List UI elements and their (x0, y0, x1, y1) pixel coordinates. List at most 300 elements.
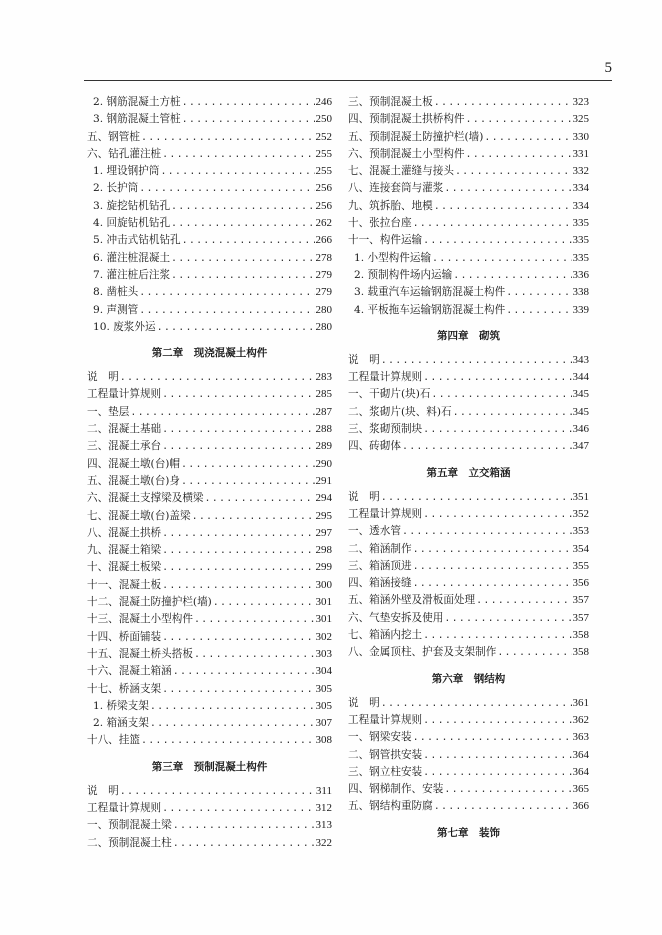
dot-leader (192, 508, 315, 525)
dot-leader (205, 490, 315, 507)
toc-entry[interactable] (87, 490, 332, 507)
toc-entry-title: 五、钢结构重防腐 (348, 800, 433, 813)
toc-entry-page: 308 (315, 734, 332, 747)
toc-entry-page: 266 (315, 234, 332, 247)
toc-entry-title: 三、箱涵顶进 (348, 559, 412, 572)
toc-entry[interactable] (87, 473, 332, 490)
toc-entry-page: 345 (572, 388, 589, 401)
toc-entry[interactable] (87, 94, 332, 111)
toc-entry-page: 279 (315, 268, 332, 281)
page-number: 5 (604, 60, 612, 76)
dot-leader (150, 698, 315, 715)
dot-leader (157, 319, 315, 336)
toc-entry[interactable] (87, 542, 332, 559)
toc-entry[interactable] (348, 94, 589, 111)
toc-entry-title: 一、垫层 (87, 405, 130, 418)
dot-leader (171, 267, 314, 284)
toc-entry-page: 346 (572, 423, 589, 436)
toc-entry-page: 323 (572, 96, 589, 108)
toc-entry[interactable] (87, 611, 332, 628)
dot-leader (139, 302, 314, 319)
toc-entry[interactable] (87, 198, 332, 215)
toc-entry[interactable] (87, 267, 332, 284)
toc-entry-title: 六、混凝土支撑梁及横梁 (87, 492, 204, 505)
toc-entry[interactable] (87, 215, 332, 232)
toc-entry[interactable] (87, 232, 332, 249)
toc-entry[interactable] (87, 250, 332, 267)
dot-leader (162, 525, 314, 542)
toc-entry-page: 362 (572, 713, 589, 726)
toc-entry-page: 307 (315, 717, 332, 730)
toc-entry[interactable] (87, 698, 332, 715)
toc-entry[interactable] (348, 267, 589, 284)
dot-leader (423, 506, 571, 523)
dot-leader (444, 610, 571, 627)
toc-entry-title: 十二、混凝土防撞护栏(墙) (87, 596, 212, 609)
toc-entry-page: 357 (572, 594, 589, 607)
toc-entry-page: 312 (315, 801, 332, 814)
toc-entry-title: 五、混凝土墩(台)身 (87, 474, 181, 487)
dot-leader (162, 421, 314, 438)
toc-entry-page: 354 (572, 542, 589, 555)
dot-leader (162, 559, 314, 576)
toc-entry-page: 300 (315, 578, 332, 591)
dot-leader (476, 592, 571, 609)
dot-leader (173, 817, 315, 834)
toc-entry[interactable] (87, 577, 332, 594)
dot-leader (444, 781, 571, 798)
toc-entry-page: 298 (315, 544, 332, 557)
dot-leader (173, 663, 315, 680)
toc-entry-title: 二、预制混凝土柱 (87, 836, 172, 849)
dot-leader (120, 369, 315, 386)
dot-leader (434, 94, 572, 111)
toc-entry-page: 291 (315, 474, 332, 487)
dot-leader (413, 215, 572, 232)
toc-entry[interactable] (87, 783, 332, 800)
toc-entry[interactable] (348, 386, 589, 403)
toc-entry-title: 五、预制混凝土防撞护栏(墙) (348, 130, 484, 143)
dot-leader (173, 835, 315, 852)
toc-entry-page: 283 (315, 371, 332, 384)
toc-entry-page: 255 (315, 147, 332, 160)
toc-entry-title: 10. 废浆外运 (93, 320, 156, 333)
toc-entry-page: 246 (315, 96, 332, 108)
toc-entry-title: 二、浆砌片(块、料)石 (348, 405, 452, 418)
toc-entry-title: 十四、桥面铺装 (87, 630, 162, 643)
toc-entry-title: 3. 载重汽车运输钢筋混凝土构件 (354, 286, 506, 299)
toc-entry-title: 四、钢梯制作、安装 (348, 783, 444, 796)
toc-entry-page: 358 (572, 629, 589, 642)
toc-entry-page: 345 (572, 405, 589, 418)
toc-entry[interactable] (348, 695, 589, 712)
toc-entry-page: 365 (572, 783, 589, 796)
dot-leader (381, 489, 572, 506)
toc-left-column (87, 94, 332, 852)
toc-entry[interactable] (87, 146, 332, 163)
toc-entry[interactable] (348, 180, 589, 197)
toc-entry[interactable] (87, 732, 332, 749)
toc-entry-title: 五、箱涵外壁及滑板面处理 (348, 594, 476, 607)
toc-entry-title: 八、连接套筒与灌浆 (348, 182, 444, 195)
toc-entry[interactable] (87, 456, 332, 473)
chapter-heading: 第六章 钢结构 (431, 672, 506, 685)
toc-entry[interactable] (348, 129, 589, 146)
toc-entry-page: 352 (572, 507, 589, 520)
toc-entry-title: 说 明 (348, 696, 380, 709)
toc-entry[interactable] (87, 129, 332, 146)
toc-entry-title: 三、混凝土承台 (87, 440, 162, 453)
toc-entry[interactable] (348, 198, 589, 215)
toc-entry-page: 351 (572, 490, 589, 503)
toc-entry[interactable] (87, 319, 332, 336)
chapter-heading: 第二章 现浇混凝土构件 (151, 347, 268, 360)
toc-entry[interactable] (87, 525, 332, 542)
toc-entry[interactable] (348, 764, 589, 781)
toc-entry-title: 4. 回旋钻机钻孔 (93, 217, 171, 230)
dot-leader (497, 644, 571, 661)
toc-entry-page: 313 (315, 819, 332, 832)
toc-entry-page: 252 (315, 130, 332, 143)
toc-entry[interactable] (87, 715, 332, 732)
toc-entry-page: 353 (572, 525, 589, 538)
toc-entry-title: 六、气垫安拆及使用 (348, 611, 444, 624)
toc-entry-title: 八、金属顶柱、护套及支架制作 (348, 646, 497, 659)
toc-entry[interactable] (348, 575, 589, 592)
toc-entry-title: 三、浆砌预制块 (348, 423, 423, 436)
toc-entry-page: 339 (572, 303, 589, 316)
toc-entry-title: 十三、混凝土小型构件 (87, 613, 193, 626)
toc-entry-page: 278 (315, 251, 332, 264)
toc-entry-title: 5. 冲击式钻机钻孔 (93, 234, 181, 247)
toc-entry[interactable] (87, 646, 332, 663)
toc-entry-title: 8. 凿桩头 (93, 286, 139, 299)
toc-entry-title: 四、箱涵接缝 (348, 577, 412, 590)
toc-entry[interactable] (87, 163, 332, 180)
toc-entry-title: 二、箱涵制作 (348, 542, 412, 555)
dot-leader (160, 163, 314, 180)
toc-entry-title: 1. 桥梁支架 (93, 699, 149, 712)
dot-leader (181, 473, 314, 490)
toc-entry[interactable] (348, 712, 589, 729)
toc-entry[interactable] (348, 610, 589, 627)
toc-entry-title: 一、透水管 (348, 525, 401, 538)
toc-entry-page: 334 (572, 199, 589, 212)
toc-entry-page: 332 (572, 165, 589, 178)
toc-entry[interactable] (87, 180, 332, 197)
dot-leader (171, 250, 314, 267)
toc-entry-title: 说 明 (348, 353, 380, 366)
dot-leader (141, 732, 315, 749)
toc-entry-page: 334 (572, 182, 589, 195)
toc-entry[interactable] (87, 508, 332, 525)
toc-entry-title: 六、预制混凝土小型构件 (348, 147, 465, 160)
toc-entry[interactable] (348, 781, 589, 798)
dot-leader (381, 695, 572, 712)
toc-entry-title: 一、钢梁安装 (348, 731, 412, 744)
toc-entry-page: 336 (572, 268, 589, 281)
toc-entry[interactable] (87, 800, 332, 817)
toc-entry-title: 六、钻孔灌注桩 (87, 147, 162, 160)
dot-leader (453, 404, 572, 421)
toc-entry-page: 357 (572, 611, 589, 624)
dot-leader (139, 180, 314, 197)
dot-leader (162, 542, 314, 559)
toc-entry[interactable] (348, 523, 589, 540)
toc-entry-page: 290 (315, 457, 332, 470)
dot-leader (453, 267, 571, 284)
toc-entry[interactable] (87, 386, 332, 403)
toc-entry-title: 7. 灌注桩后注浆 (93, 268, 171, 281)
toc-entry[interactable] (87, 438, 332, 455)
toc-entry-page: 356 (572, 577, 589, 590)
toc-entry[interactable] (348, 489, 589, 506)
toc-entry-page: 311 (315, 784, 332, 797)
dot-leader (162, 438, 314, 455)
toc-entry-title: 九、混凝土箱梁 (87, 544, 162, 557)
toc-entry-title: 2. 预制构件场内运输 (354, 268, 453, 281)
toc-entry[interactable] (348, 369, 589, 386)
toc-entry-page: 250 (315, 113, 332, 126)
toc-entry[interactable] (348, 798, 589, 815)
dot-leader (423, 712, 571, 729)
toc-entry-page: 366 (572, 800, 589, 813)
dot-leader (130, 404, 314, 421)
toc-entry[interactable] (87, 404, 332, 421)
toc-entry[interactable] (348, 747, 589, 764)
toc-entry-page: 303 (315, 647, 332, 660)
dot-leader (413, 575, 572, 592)
toc-entry[interactable] (348, 541, 589, 558)
dot-leader (150, 715, 315, 732)
toc-entry[interactable] (348, 215, 589, 232)
toc-entry-title: 十五、混凝土桥头搭板 (87, 647, 193, 660)
dot-leader (171, 198, 314, 215)
toc-entry-title: 6. 灌注桩混凝土 (93, 251, 171, 264)
toc-entry[interactable] (348, 558, 589, 575)
toc-entry-page: 294 (315, 492, 332, 505)
dot-leader (181, 456, 314, 473)
toc-entry[interactable] (348, 232, 589, 249)
toc-entry-page: 338 (572, 286, 589, 299)
toc-entry-page: 299 (315, 561, 332, 574)
header-rule (84, 80, 612, 81)
toc-entry-title: 1. 小型构件运输 (354, 251, 432, 264)
toc-entry-title: 十八、挂篮 (87, 734, 140, 747)
toc-entry[interactable] (87, 835, 332, 852)
toc-entry-title: 二、钢管拱安装 (348, 748, 423, 761)
toc-entry-page: 262 (315, 217, 332, 230)
dot-leader (413, 541, 572, 558)
toc-entry[interactable] (348, 592, 589, 609)
toc-entry[interactable] (87, 111, 332, 128)
toc-entry[interactable] (348, 438, 589, 455)
toc-entry[interactable] (87, 681, 332, 698)
chapter-heading: 第七章 装饰 (437, 826, 500, 839)
toc-entry-title: 四、混凝土墩(台)帽 (87, 457, 181, 470)
toc-entry-page: 361 (572, 696, 589, 709)
toc-entry-page: 322 (315, 836, 332, 849)
toc-entry[interactable] (348, 302, 589, 319)
toc-entry[interactable] (87, 594, 332, 611)
toc-entry-page: 355 (572, 559, 589, 572)
toc-entry-title: 工程量计算规则 (87, 801, 162, 814)
toc-right-column (348, 94, 589, 849)
toc-entry-page: 305 (315, 699, 332, 712)
toc-entry-page: 330 (572, 130, 589, 143)
dot-leader (141, 129, 315, 146)
dot-leader (182, 232, 315, 249)
toc-entry-title: 四、预制混凝土拱桥构件 (348, 113, 465, 126)
dot-leader (434, 798, 572, 815)
toc-entry-page: 335 (572, 234, 589, 247)
toc-entry[interactable] (348, 163, 589, 180)
dot-leader (431, 386, 571, 403)
dot-leader (423, 764, 571, 781)
dot-leader (162, 577, 314, 594)
dot-leader (182, 94, 315, 111)
toc-entry[interactable] (348, 352, 589, 369)
toc-entry-title: 二、混凝土基础 (87, 423, 162, 436)
dot-leader (402, 438, 572, 455)
toc-entry-title: 3. 旋挖钻机钻孔 (93, 199, 171, 212)
toc-entry-page: 302 (315, 630, 332, 643)
toc-entry[interactable] (348, 644, 589, 661)
toc-entry-page: 343 (572, 353, 589, 366)
toc-entry-title: 十、张拉台座 (348, 217, 412, 230)
dot-leader (423, 421, 571, 438)
toc-entry-page: 364 (572, 748, 589, 761)
toc-entry-page: 301 (315, 613, 332, 626)
toc-entry-title: 五、钢管桩 (87, 130, 140, 143)
toc-entry[interactable] (87, 663, 332, 680)
toc-entry-page: 363 (572, 731, 589, 744)
toc-entry-title: 说 明 (87, 371, 119, 384)
toc-entry[interactable] (87, 421, 332, 438)
dot-leader (484, 129, 571, 146)
toc-entry-title: 三、钢立柱安装 (348, 765, 423, 778)
toc-entry[interactable] (348, 506, 589, 523)
toc-entry-page: 325 (572, 113, 589, 126)
toc-entry[interactable] (87, 559, 332, 576)
chapter-heading: 第三章 预制混凝土构件 (151, 760, 268, 773)
toc-entry-title: 七、混凝土墩(台)盖梁 (87, 509, 191, 522)
toc-entry-page: 331 (572, 147, 589, 160)
dot-leader (455, 163, 572, 180)
toc-entry-page: 297 (315, 526, 332, 539)
dot-leader (444, 180, 571, 197)
toc-entry-page: 280 (315, 303, 332, 316)
dot-leader (466, 111, 572, 128)
toc-entry-page: 335 (572, 217, 589, 230)
dot-leader (194, 646, 315, 663)
toc-entry[interactable] (348, 250, 589, 267)
toc-entry-title: 2. 长护筒 (93, 182, 139, 195)
toc-entry[interactable] (348, 729, 589, 746)
toc-entry-page: 335 (572, 251, 589, 264)
toc-entry-page: 256 (315, 199, 332, 212)
toc-entry[interactable] (87, 629, 332, 646)
toc-entry[interactable] (348, 404, 589, 421)
dot-leader (434, 198, 572, 215)
dot-leader (381, 352, 572, 369)
toc-entry-title: 工程量计算规则 (348, 713, 423, 726)
toc-entry-page: 358 (572, 646, 589, 659)
dot-leader (506, 302, 571, 319)
dot-leader (413, 558, 572, 575)
toc-entry[interactable] (87, 284, 332, 301)
dot-leader (213, 594, 315, 611)
toc-entry-page: 344 (572, 371, 589, 384)
toc-entry[interactable] (348, 421, 589, 438)
dot-leader (120, 783, 315, 800)
toc-entry-title: 2. 箱涵支架 (93, 717, 149, 730)
toc-entry[interactable] (348, 111, 589, 128)
toc-entry-page: 295 (315, 509, 332, 522)
toc-entry-page: 289 (315, 440, 332, 453)
toc-entry-page: 280 (315, 320, 332, 333)
toc-entry-title: 十一、构件运输 (348, 234, 423, 247)
toc-entry-title: 一、干砌片(块)石 (348, 388, 431, 401)
toc-entry-title: 三、预制混凝土板 (348, 96, 433, 108)
toc-entry[interactable] (348, 627, 589, 644)
toc-entry[interactable] (87, 369, 332, 386)
toc-entry-title: 八、混凝土拱桥 (87, 526, 162, 539)
toc-entry-page: 304 (315, 665, 332, 678)
toc-entry-page: 255 (315, 165, 332, 178)
toc-entry[interactable] (348, 284, 589, 301)
toc-entry-title: 工程量计算规则 (87, 388, 162, 401)
toc-entry-title: 工程量计算规则 (348, 507, 423, 520)
toc-entry-title: 十六、混凝土箱涵 (87, 665, 172, 678)
toc-entry-title: 说 明 (348, 490, 380, 503)
toc-entry[interactable] (348, 146, 589, 163)
toc-entry-title: 3. 钢筋混凝土管桩 (93, 113, 181, 126)
toc-entry-title: 七、混凝土灌缝与接头 (348, 165, 454, 178)
toc-entry-title: 工程量计算规则 (348, 371, 423, 384)
toc-entry-page: 279 (315, 286, 332, 299)
toc-entry-title: 四、砖砌体 (348, 440, 401, 453)
dot-leader (466, 146, 572, 163)
dot-leader (162, 681, 314, 698)
chapter-heading: 第四章 砌筑 (437, 329, 500, 342)
toc-entry-page: 347 (572, 440, 589, 453)
dot-leader (506, 284, 571, 301)
toc-entry-title: 九、筑拆胎、地模 (348, 199, 433, 212)
toc-entry[interactable] (87, 817, 332, 834)
toc-entry-page: 301 (315, 596, 332, 609)
toc-entry-title: 十七、桥涵支架 (87, 682, 162, 695)
toc-entry-title: 9. 声测管 (93, 303, 139, 316)
dot-leader (194, 611, 315, 628)
toc-entry-title: 七、箱涵内挖土 (348, 629, 423, 642)
toc-entry-page: 285 (315, 388, 332, 401)
toc-entry[interactable] (87, 302, 332, 319)
toc-entry-title: 2. 钢筋混凝土方桩 (93, 96, 181, 108)
toc-entry-title: 十一、混凝土板 (87, 578, 162, 591)
toc-entry-page: 305 (315, 682, 332, 695)
toc-entry-title: 1. 埋设钢护筒 (93, 165, 160, 178)
toc-entry-page: 256 (315, 182, 332, 195)
dot-leader (402, 523, 572, 540)
dot-leader (182, 111, 315, 128)
toc-entry-title: 说 明 (87, 784, 119, 797)
dot-leader (423, 232, 571, 249)
dot-leader (162, 800, 314, 817)
dot-leader (413, 729, 572, 746)
toc-entry-title: 十、混凝土板梁 (87, 561, 162, 574)
dot-leader (423, 747, 571, 764)
